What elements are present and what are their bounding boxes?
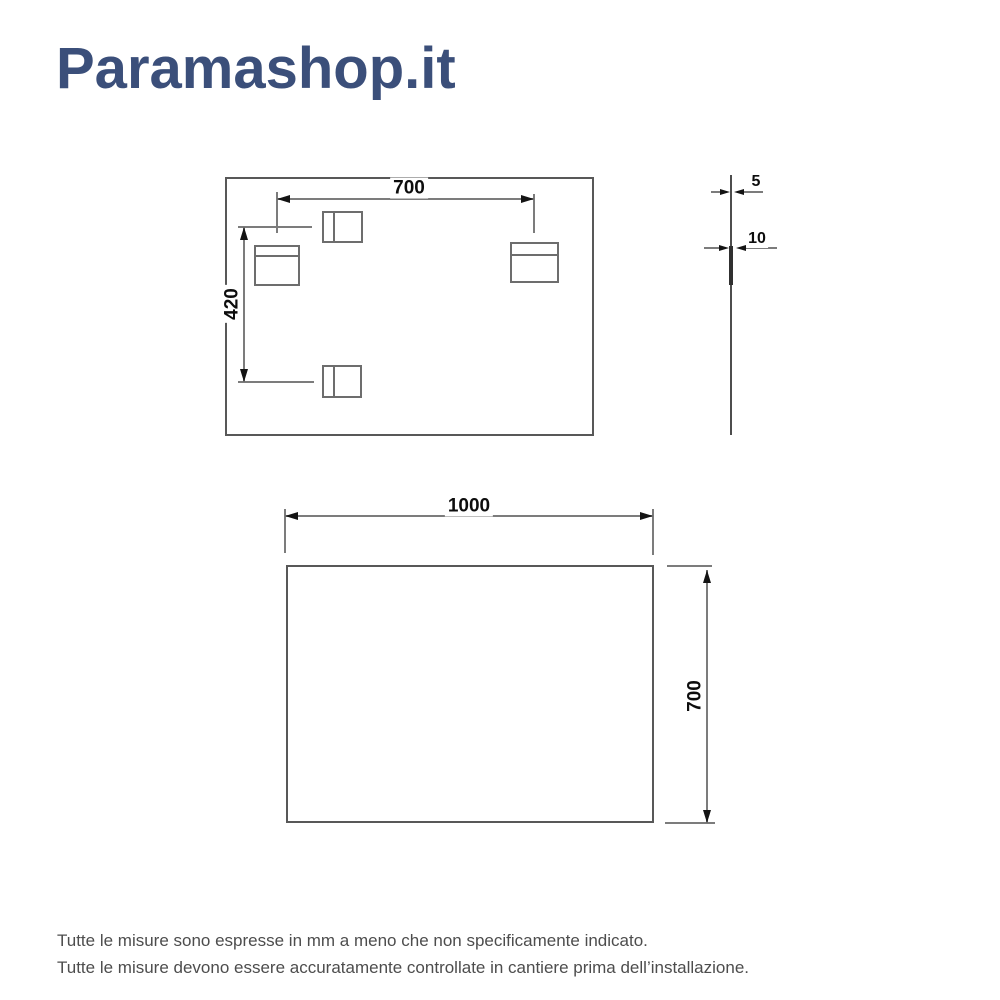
dim1000-arrow-left-icon [285,512,298,520]
bracket-right-divider [512,254,557,256]
dim-arrow-left-icon [277,195,290,203]
dim-line-700f [706,570,708,823]
dim-label-700-front: 700 [685,677,706,715]
dim-line-420 [243,227,245,382]
dim700f-arrow-down-icon [703,810,711,823]
note-line-2: Tutte le misure devono essere accuratamente controllate in cantiere prima dell’installazione. [57,958,750,977]
mirror-profile-line [730,175,732,435]
dim10-arrow-right-icon [719,245,729,251]
dim-label-700-back: 700 [390,178,428,199]
dim-label-420: 420 [222,285,243,323]
dim-label-5: 5 [751,173,761,190]
bracket-right [510,242,559,283]
bracket-left-divider [256,255,298,257]
ext-line-top-700f [667,565,712,567]
dim10-arrow-left-icon [736,245,746,251]
dim1000-arrow-right-icon [640,512,653,520]
dim5-arrow-right-icon [720,189,730,195]
dim5-arrow-left-icon [734,189,744,195]
bracket-profile-line [729,246,733,285]
dim-arrow-up-icon [240,227,248,240]
bracket-top-divider [333,213,335,241]
paramashop-logo: Paramashop.it [56,36,456,101]
bracket-left [254,245,300,286]
note-line-1: Tutte le misure sono espresse in mm a meno che non specificamente indicato. [57,931,648,950]
back-view-outline [225,177,594,436]
dim-arrow-down-icon [240,369,248,382]
ext-line-bottom-420 [238,381,314,383]
bracket-bottom [322,365,362,398]
dim700f-arrow-up-icon [703,570,711,583]
dim-arrow-right-icon [521,195,534,203]
dim-label-10: 10 [748,230,766,247]
dim-label-1000: 1000 [445,496,493,517]
bracket-top [322,211,363,243]
front-view-outline [286,565,654,823]
ext-line-top-420 [238,226,312,228]
bracket-bottom-divider [333,367,335,396]
